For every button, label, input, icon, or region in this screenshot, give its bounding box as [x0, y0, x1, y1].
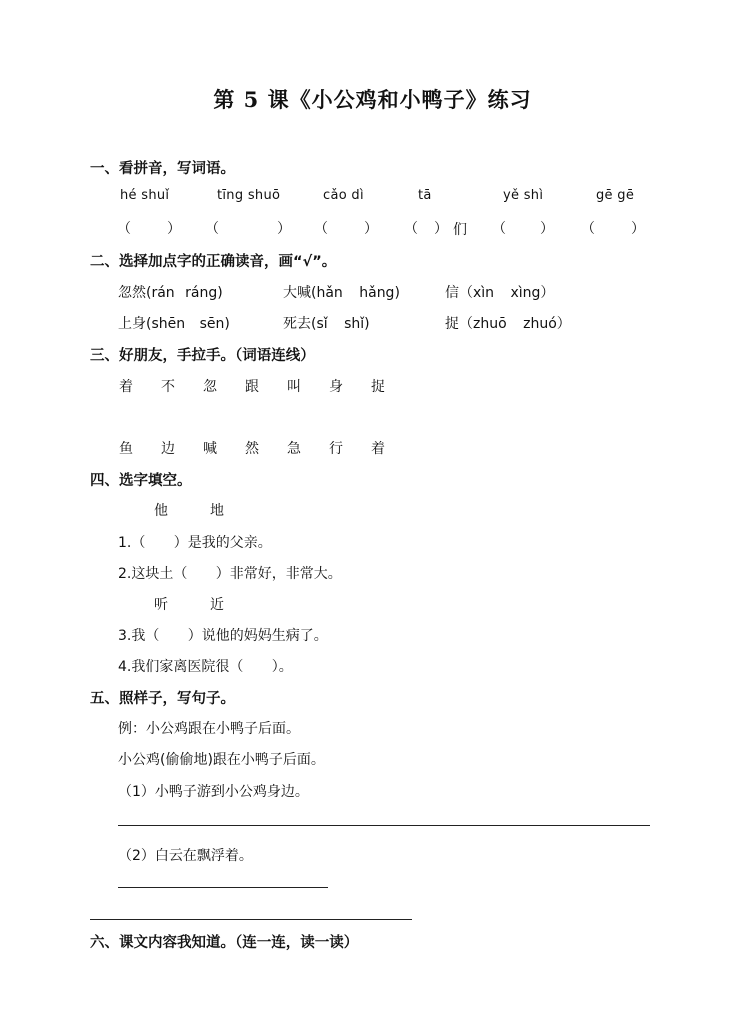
blank-3-open: （ [314, 221, 328, 237]
fill-question-3: 3.我（ ）说他的妈妈生病了。 [118, 628, 328, 644]
match-bottom-word[interactable]: 行 [329, 441, 343, 457]
section-6-heading: 六、课文内容我知道。（连一连，读一读） [90, 935, 359, 951]
pinyin-6: gē gē [596, 188, 635, 203]
reading-choice-5: 死去(sǐ shǐ) [283, 316, 370, 332]
reading-choice-2: 大喊(hǎn hǎng) [283, 285, 400, 301]
blank-4-open: （ [404, 221, 418, 237]
pinyin-5: yě shì [503, 188, 544, 203]
match-bottom-word[interactable]: 急 [287, 441, 301, 457]
blank-1-close: ） [167, 221, 181, 237]
rewrite-question-1: （1）小鸭子游到小公鸡身边。 [118, 784, 309, 800]
blank-6-open: （ [581, 221, 595, 237]
match-top-word[interactable]: 忽 [203, 379, 217, 395]
choice-word: 近 [210, 597, 224, 613]
section-1-heading: 一、看拼音，写词语。 [90, 161, 235, 177]
section-3-heading: 三、好朋友，手拉手。（词语连线） [90, 348, 315, 364]
blank-5-close: ） [540, 221, 554, 237]
choice-word: 听 [154, 597, 168, 613]
match-bottom-word[interactable]: 边 [161, 441, 175, 457]
blank-4-suffix: 们 [453, 222, 467, 238]
match-bottom-word[interactable]: 鱼 [119, 441, 133, 457]
blank-5-open: （ [492, 221, 506, 237]
match-top-word[interactable]: 跟 [245, 379, 259, 395]
blank-2-open: （ [205, 221, 219, 237]
match-top-word[interactable]: 不 [161, 379, 175, 395]
choice-word: 他 [154, 503, 168, 519]
answer-line-3[interactable] [90, 919, 412, 920]
example-sentence-rewritten: 小公鸡(偷偷地)跟在小鸭子后面。 [118, 752, 325, 768]
match-top-word[interactable]: 身 [329, 379, 343, 395]
match-top-word[interactable]: 着 [119, 379, 133, 395]
blank-6-close: ） [631, 221, 645, 237]
section-5-heading: 五、照样子，写句子。 [90, 691, 235, 707]
reading-choice-3: 信（xìn xìng） [445, 285, 555, 301]
fill-question-4: 4.我们家离医院很（ ）。 [118, 659, 293, 675]
pinyin-1: hé shuǐ [120, 188, 170, 203]
page-title: 第 5 课《小公鸡和小鸭子》练习 [213, 87, 532, 112]
blank-3-close: ） [364, 221, 378, 237]
pinyin-4: tā [418, 188, 432, 203]
answer-line-1[interactable] [118, 825, 650, 826]
reading-choice-1: 忽然(rán ráng) [118, 285, 223, 301]
match-bottom-word[interactable]: 喊 [203, 441, 217, 457]
match-top-word[interactable]: 捉 [371, 379, 385, 395]
rewrite-question-2: （2）白云在飘浮着。 [118, 848, 253, 864]
reading-choice-6: 捉（zhuō zhuó） [445, 316, 571, 332]
fill-question-2: 2.这块土（ ）非常好，非常大。 [118, 566, 342, 582]
match-bottom-word[interactable]: 着 [371, 441, 385, 457]
fill-question-1: 1.（ ）是我的父亲。 [118, 535, 272, 551]
section-4-heading: 四、选字填空。 [90, 473, 192, 489]
example-sentence: 例：小公鸡跟在小鸭子后面。 [118, 721, 300, 737]
blank-4-close: ） [434, 221, 448, 237]
answer-line-2[interactable] [118, 887, 328, 888]
section-2-heading: 二、选择加点字的正确读音，画“√”。 [90, 254, 337, 270]
blank-2-close: ） [277, 221, 291, 237]
reading-choice-4: 上身(shēn sēn) [118, 316, 230, 332]
choice-word: 地 [210, 503, 224, 519]
pinyin-3: cǎo dì [323, 188, 364, 203]
blank-1-open: （ [117, 221, 131, 237]
match-bottom-word[interactable]: 然 [245, 441, 259, 457]
pinyin-2: tīng shuō [217, 188, 281, 203]
match-top-word[interactable]: 叫 [287, 379, 301, 395]
